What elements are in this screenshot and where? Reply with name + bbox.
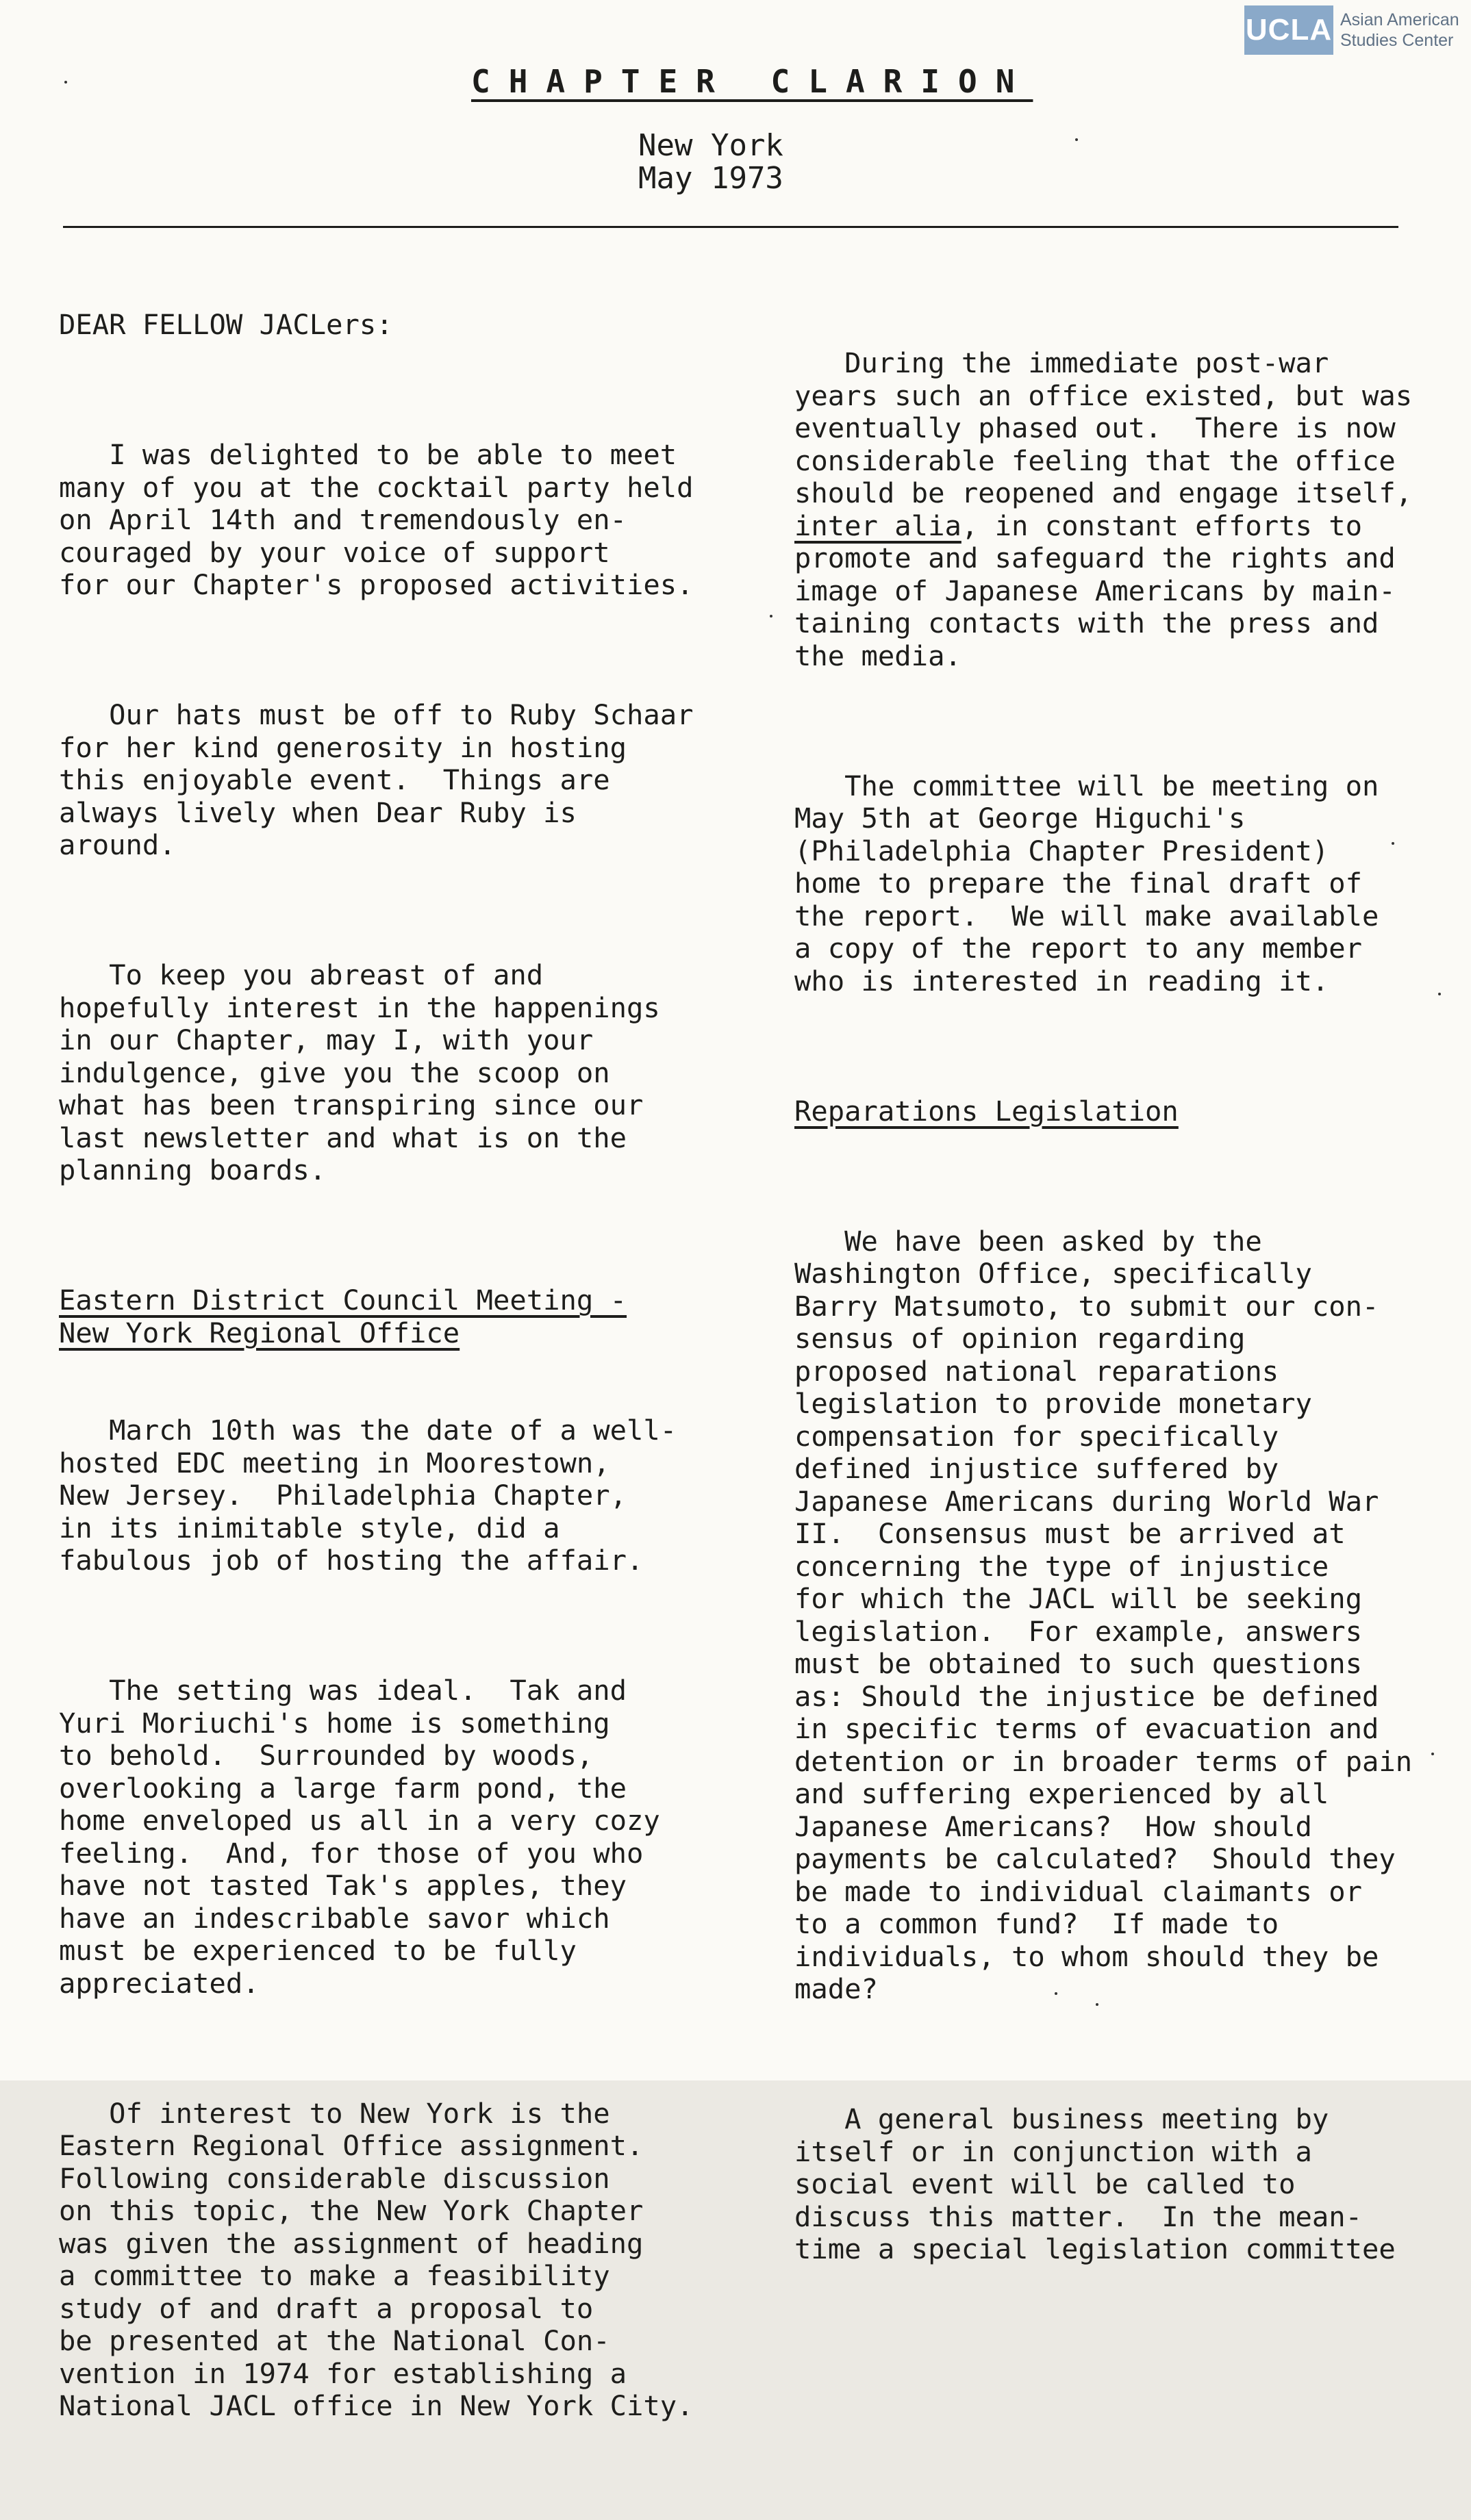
right-para-1: [794, 347, 1412, 672]
right-para-1-line-5: should be reopened and engage itself,: [794, 476, 1413, 509]
salutation: DEAR FELLOW JACLers:: [59, 308, 393, 341]
newsletter-location: New York: [638, 128, 783, 163]
scan-speck: [1438, 993, 1441, 995]
right-column: [794, 282, 1412, 2363]
section-heading-edc-line-1: Eastern District Council Meeting -: [59, 1284, 627, 1316]
section-heading-edc-line-2: New York Regional Office: [59, 1316, 460, 1349]
ucla-aasc-logo: [1244, 5, 1462, 55]
right-para-1-tail: promote and safeguard the rights and image of Japanese Americans by main- taining contacts with the press and the media.: [794, 542, 1396, 672]
section-heading-reparations-text: Reparations Legislation: [794, 1094, 1179, 1128]
section-heading-edc: [59, 1284, 694, 1349]
right-para-3: We have been asked by the Washington Office, specifically Barry Matsumoto, to submit our con- sensus of opinion regarding proposed national reparations legislation to provide monetary compensation for specifically defined injustice suffered by Japanese Americans during World War II. Consensus must be arrived at concerning the type of injustice for which the JACL will be seeking legislation. For example, answers must be obtained to such questions as: Should the injustice be defined in specific terms of evacuation and detention or in broader terms of pain and suffering experienced by all Japanese Americans? How should payments be calculated? Should they be made to individual claimants or to a common fund? If made to individuals, to whom should they be made?: [794, 1224, 1413, 2005]
latin-phrase-inter-alia: inter alia: [794, 509, 961, 542]
newsletter-title: CHAPTER CLARION: [471, 63, 1033, 100]
left-para-2: Our hats must be off to Ruby Schaar for her kind generosity in hosting this enjoyable event. Things are always lively when Dear Ruby is around.: [59, 698, 694, 861]
scan-speck: [64, 81, 67, 84]
right-para-2: The committee will be meeting on May 5th at George Higuchi's (Philadelphia Chapter President) home to prepare the final draft of the report. We will make available a copy of the report to any member who is interested in reading it.: [794, 769, 1379, 997]
newsletter-date: May 1973: [638, 161, 783, 196]
logo-line-1: Asian American: [1340, 10, 1459, 29]
scan-speck: [1055, 1992, 1057, 1995]
right-para-1-line-4: considerable feeling that the office: [794, 444, 1396, 477]
scan-speck: [1096, 2003, 1098, 2006]
left-para-4: March 10th was the date of a well- hosted EDC meeting in Moorestown, New Jersey. Philadelphia Chapter, in its inimitable style, did a fabulous job of hosting the affair.: [59, 1414, 677, 1577]
left-para-1: I was delighted to be able to meet many of you at the cocktail party held on April 14th and tremendously en- couraged by your voice of support for our Chapter's proposed activities.: [59, 438, 694, 601]
left-para-6: Of interest to New York is the Eastern Regional Office assignment. Following considerable discussion on this topic, the New York Chapter was given the assignment of heading a committee to make a feasibility study of and draft a proposal to be presented at the National Con- vention in 1974 for establishing a National JACL office in New York City.: [59, 2096, 694, 2422]
right-para-4: A general business meeting by itself or in conjunction with a social event will be called to discuss this matter. In the mean- time a special legislation committee: [794, 2102, 1396, 2265]
scan-speck: [770, 615, 772, 618]
right-para-1-line-3: eventually phased out. There is now: [794, 411, 1396, 444]
masthead-rule: [63, 226, 1398, 228]
logo-mark: UCLA: [1244, 5, 1333, 55]
logo-text: [1340, 10, 1459, 51]
right-para-1-line-6-rest: , in constant efforts to: [961, 509, 1363, 542]
scan-speck: [1431, 1753, 1434, 1755]
left-para-3: To keep you abreast of and hopefully interest in the happenings in our Chapter, may I, with your indulgence, give you the scoop on what has been transpiring since our last newsletter and what is on the planning boards.: [59, 958, 660, 1186]
logo-line-2: Studies Center: [1340, 31, 1454, 50]
left-column: [59, 244, 694, 2520]
section-heading-reparations: [794, 1095, 1412, 1128]
scan-speck: [1392, 842, 1394, 845]
scan-speck: [1075, 138, 1078, 141]
left-para-5: The setting was ideal. Tak and Yuri Moriuchi's home is something to behold. Surrounded by woods, overlooking a large farm pond, the home enveloped us all in a very cozy feeling. And, for those of you who have not tasted Tak's apples, they have an indescribable savor which must be experienced to be fully appreciated.: [59, 1674, 660, 2000]
right-para-1-line-2: years such an office existed, but was: [794, 379, 1413, 412]
right-para-1-line-1: During the immediate post-war: [794, 346, 1329, 379]
